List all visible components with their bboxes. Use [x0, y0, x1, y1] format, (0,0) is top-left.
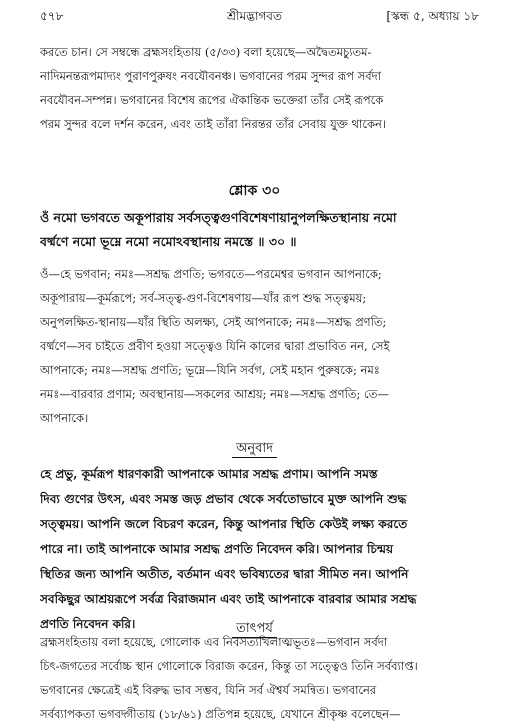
- book-title: শ্রীমদ্ভাগবত: [226, 9, 282, 23]
- purport-line: সর্বব্যাপকতা ভগবদ্গীতায় (১৮/৬১) প্রতিপন্ন হয়েছে, যেখানে শ্রীকৃষ্ণ বলেছেন—: [40, 707, 401, 721]
- verse-line: বর্ষ্মণে নমো ভূম্নে নমো নমোঽবস্থানায় নমস্তে ॥ ৩০ ॥: [40, 234, 297, 249]
- synonyms-paragraph: [40, 262, 475, 430]
- purport-heading-text: তাৎপর্য: [232, 621, 277, 638]
- synonym-line: আপনাকে; নমঃ—সশ্রদ্ধ প্রণতি; ভূম্নে—যিনি সর্বগ, সেই মহান পুরুষকে; নমঃ: [40, 363, 380, 377]
- translation-line: প্রণতি নিবেদন করি।: [40, 617, 136, 631]
- intro-line: করতে চান। সে সম্বন্ধে ব্রহ্মসংহিতায় (৫/৩৩) বলা হয়েছে—অদ্বৈতমচ্যুতম-: [40, 45, 372, 59]
- section-label: [স্কন্ধ ৫, অধ্যায় ১৮: [386, 9, 479, 23]
- intro-line: নাদিমনন্তরূপমাদ্যং পুরাণপুরুষং নবযৌবনঞ্চ। ভগবানের পরম সুন্দর রূপ সর্বদা: [40, 69, 381, 83]
- translation-line: সত্ত্বময়। আপনি জলে বিচরণ করেন, কিন্তু আপনার স্থিতি কেউই লক্ষ্য করতে: [40, 517, 408, 531]
- verse-line: ওঁ নমো ভগবতে অকূপারায় সর্বসত্ত্বগুণবিশেষণায়ানুপলক্ষিতস্থানায় নমো: [40, 210, 397, 225]
- purport-line: চিৎ-জগতের সর্বোচ্চ স্থান গোলোকে বিরাজ করেন, কিন্তু তা সত্ত্বেও তিনি সর্বব্যাপ্ত।: [40, 659, 418, 673]
- translation-paragraph: [40, 462, 475, 637]
- translation-line: পারে না। তাই আপনাকে আমার সশ্রদ্ধ প্রণতি নিবেদন করি। আপনার চিন্ময়: [40, 542, 394, 556]
- translation-line: হে প্রভু, কূর্মরূপ ধারণকারী আপনাকে আমার সশ্রদ্ধ প্রণাম। আপনি সমস্ত: [40, 467, 378, 481]
- translation-heading-text: অনুবাদ: [232, 441, 277, 458]
- intro-line: পরম সুন্দর বলে দর্শন করেন, এবং তাই তাঁরা নিরন্তর তাঁর সেবায় যুক্ত থাকেন।: [40, 117, 387, 131]
- intro-line: নবযৌবন-সম্পন্ন। ভগবানের বিশেষ রূপের ঐকান্তিক ভক্তেরা তাঁর সেই রূপকে: [40, 93, 384, 107]
- purport-line: ভগবানের ক্ষেত্রেই এই বিরুদ্ধ ভাব সম্ভব, যিনি সর্ব ঐশ্বর্য সমন্বিত। ভগবানের: [40, 683, 377, 697]
- synonym-line: অকূপারায়—কূর্মরূপে; সর্ব-সত্ত্ব-গুণ-বিশেষণায়—যাঁর রূপ শুদ্ধ সত্ত্বময়;: [40, 291, 367, 305]
- synonym-line: আপনাকে।: [40, 411, 89, 425]
- translation-line: স্থিতির জন্য আপনি অতীত, বর্তমান এবং ভবিষ্যতের দ্বারা সীমিত নন। আপনি: [40, 567, 409, 581]
- synonym-line: অনুপলক্ষিত-স্থানায়—যাঁর স্থিতি অলক্ষ্য, সেই আপনাকে; নমঃ—সশ্রদ্ধ প্রণতি;: [40, 315, 387, 329]
- synonym-line: নমঃ—বারবার প্রণাম; অবস্থানায়—সকলের আশ্রয়; নমঃ—সশ্রদ্ধ প্রণতি; তে—: [40, 387, 389, 401]
- synonym-line: বর্ষ্মণে—সব চাইতে প্রবীণ হওয়া সত্ত্বেও যিনি কালের দ্বারা প্রভাবিত নন, সেই: [40, 339, 390, 353]
- translation-heading: [0, 440, 509, 458]
- translation-line: দিব্য গুণের উৎস, এবং সমস্ত জড় প্রভাব থেকে সর্বতোভাবে মুক্ত আপনি শুদ্ধ: [40, 492, 407, 506]
- purport-paragraph: [40, 630, 475, 726]
- page-number: ৫৭৮: [40, 9, 64, 23]
- verse-text: [40, 206, 475, 254]
- translation-line: সবকিছুর আশ্রয়রূপে সর্বত্র বিরাজমান এবং তাই আপনাকে বারবার আমার সশ্রদ্ধ: [40, 592, 417, 606]
- verse-heading: শ্লোক ৩০: [228, 183, 281, 199]
- synonym-line: ওঁ—হে ভগবান; নমঃ—সশ্রদ্ধ প্রণতি; ভগবতে—পরমেশ্বর ভগবান আপনাকে;: [40, 267, 382, 281]
- intro-paragraph: [40, 40, 475, 136]
- purport-line: ব্রহ্মসংহিতায় বলা হয়েছে, গোলোক এব নিবসত্যখিলাত্মভূতঃ—ভগবান সর্বদা: [40, 635, 388, 649]
